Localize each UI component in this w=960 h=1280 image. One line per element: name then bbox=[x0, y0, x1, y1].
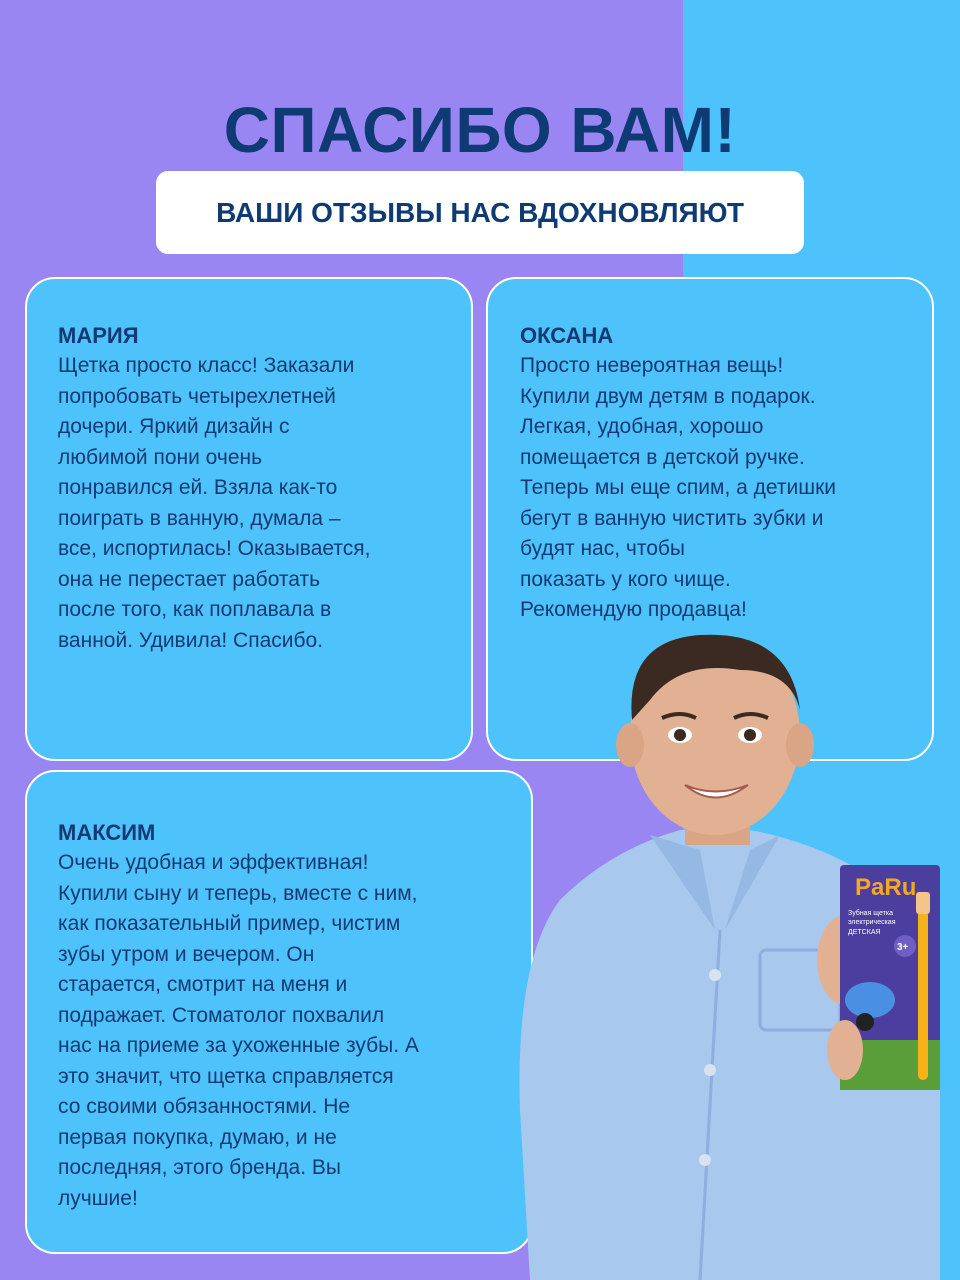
review-author: МАКСИМ bbox=[58, 820, 156, 845]
review-text: Щетка просто класс! Заказали попробовать четырехлетней дочери. Яркий дизайн с любимой пони очень понравился ей. Взяла как-то поиграть в ванную, думала – все, испортилась! Оказывается, она не перестает работать после того, как поплавала в ванной. Удивила! Спасибо. bbox=[58, 354, 371, 652]
box-brand: PaRu bbox=[855, 874, 917, 901]
review-author: МАРИЯ bbox=[58, 323, 139, 348]
subtitle-text: ВАШИ ОТЗЫВЫ НАС ВДОХНОВЛЯЮТ bbox=[216, 196, 744, 228]
review-author: ОКСАНА bbox=[520, 323, 614, 348]
boy-holding-toothbrush-illustration bbox=[500, 630, 960, 1280]
box-age: 3+ bbox=[897, 942, 909, 953]
page-title: СПАСИБО ВАМ! bbox=[223, 94, 737, 166]
box-label-1: Зубная щетка bbox=[848, 910, 893, 917]
review-text: Очень удобная и эффективная! Купили сыну и теперь, вместе с ним, как показательный пример, чистим зубы утром и вечером. Он старается, смотрит на меня и подражает. Стоматолог похвалил нас на приеме за ухоженные зубы. А это значит, что щетка справляется со своими обязанностями. Не первая покупка, думаю, и не последняя, этого бренда. Вы лучшие! bbox=[58, 851, 419, 1210]
subtitle-banner bbox=[156, 171, 804, 254]
box-label-2: электрическая bbox=[848, 919, 896, 926]
review-card-maria bbox=[25, 277, 473, 761]
review-card-maksim bbox=[25, 770, 533, 1254]
box-label-3: ДЕТСКАЯ bbox=[848, 929, 881, 936]
review-text: Просто невероятная вещь! Купили двум детям в подарок. Легкая, удобная, хорошо помещается в детской ручке. Теперь мы еще спим, а детишки бегут в ванную чистить зубки и будят нас, чтобы показать у кого чище. Рекомендую продавца! bbox=[520, 354, 837, 621]
